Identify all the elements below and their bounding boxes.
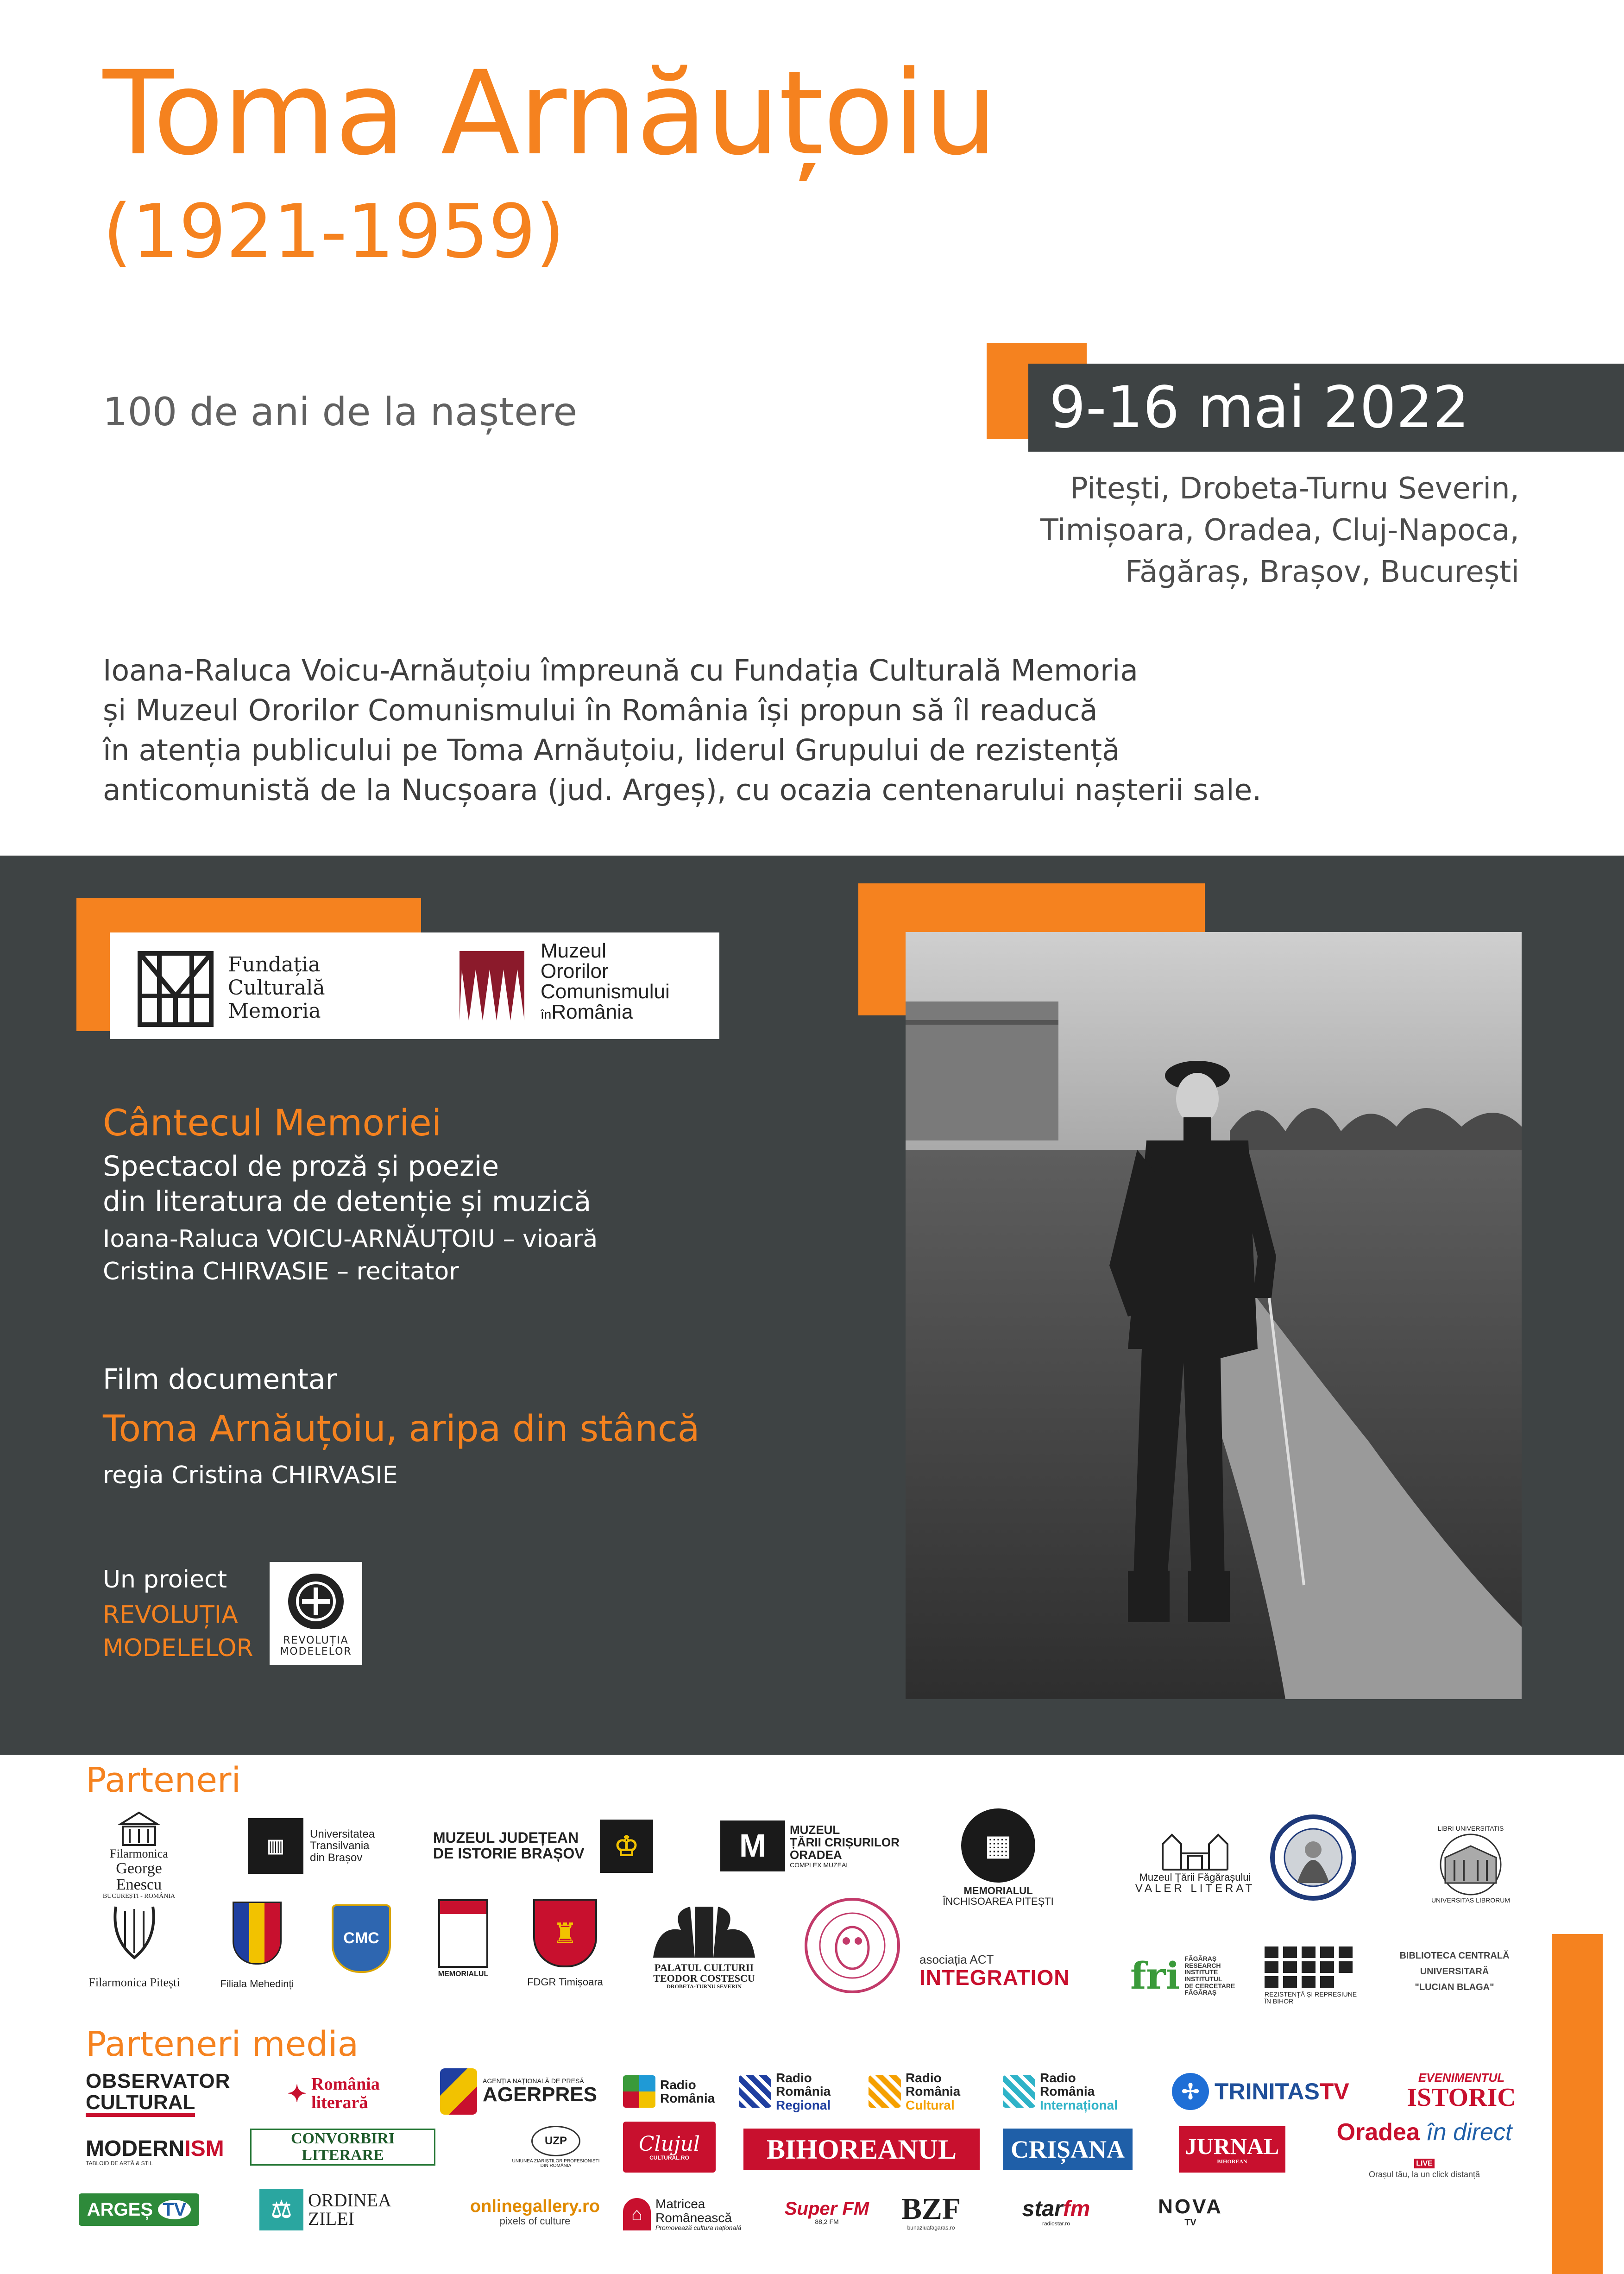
years: (1921-1959)	[103, 188, 565, 275]
trinitas-tv-logo	[1172, 2068, 1357, 2115]
radio-cultural-icon	[869, 2075, 901, 2108]
organizers-logo-box	[110, 932, 719, 1039]
university-seal-logo	[797, 1890, 908, 2001]
matricea-line: Promovează cultura națională	[655, 2224, 742, 2232]
memorialul-name: MEMORIALUL	[438, 1970, 489, 1978]
evenimentul-line: EVENIMENTUL	[1418, 2070, 1505, 2085]
show-line: Spectacol de proză și poezie	[103, 1150, 499, 1183]
memorialul-pitesti-line: MEMORIALUL	[963, 1884, 1033, 1896]
biblioteca-line: "LUCIAN BLAGA"	[1415, 1982, 1494, 1992]
portrait-photo-image	[906, 932, 1522, 1699]
unitbv-name	[310, 1828, 375, 1864]
biblioteca-line: BIBLIOTECA CENTRALĂ UNIVERSITARĂ	[1399, 1951, 1510, 1977]
onlinegallery-line: onlinegallery.ro	[470, 2196, 600, 2216]
show-credits	[103, 1223, 598, 1288]
superfm-line: 88,2 FM	[815, 2217, 839, 2225]
bzf-logo	[889, 2186, 973, 2237]
matricea-romaneasca-logo	[623, 2182, 762, 2247]
lyre-icon	[107, 1902, 162, 1962]
observator-line: CULTURAL	[86, 2092, 195, 2117]
radio-regional-line: România	[776, 2084, 831, 2099]
griffins-crest-icon	[644, 1897, 764, 1962]
radio-regional-line: Radio	[776, 2070, 812, 2085]
muzeul-crisurilor-line: MUZEUL	[790, 1822, 840, 1837]
onlinegallery-line: pixels of culture	[499, 2215, 571, 2227]
muzeul-line: Muzeul	[541, 939, 606, 962]
muzeul-fagarasului-line: Muzeul Țării Făgărașului	[1139, 1871, 1251, 1883]
show-title: Cântecul Memoriei	[103, 1102, 442, 1144]
castle-icon	[1158, 1826, 1232, 1872]
library-building-icon	[1424, 1832, 1517, 1897]
fagaras-research-institute-logo	[1130, 1936, 1260, 2015]
fri-line: DE CERCETARE	[1184, 1982, 1235, 1990]
show-lines	[103, 1149, 591, 1219]
oradea-line: Oradea	[1336, 2118, 1420, 2146]
revolutia-logo-line: MODELELOR	[280, 1646, 352, 1657]
clujul-line: CULTURAL.RO	[649, 2154, 689, 2161]
radio-regional-name	[776, 2071, 831, 2112]
filarmonica-pitesti-name: Filarmonica Pitești	[88, 1976, 180, 1990]
uzp-line: DIN ROMÂNIA	[540, 2163, 572, 2168]
radio-international-icon	[1003, 2075, 1035, 2108]
biblioteca-line: LIBRI UNIVERSITATIS	[1437, 1825, 1504, 1833]
fundatia-line: Culturală	[228, 976, 325, 1000]
muzeul-ororilor-logo-icon	[460, 951, 524, 1020]
project-name-line: REVOLUȚIA	[103, 1601, 238, 1629]
uzp-icon: UZP	[531, 2126, 580, 2156]
modernism-line: ISM	[184, 2136, 224, 2161]
fundatia-istorie-bihor-logo	[1267, 1811, 1360, 1904]
revolutia-logo-line: REVOLUȚIA	[283, 1635, 349, 1646]
cities-line: Făgăraș, Brașov, București	[1125, 555, 1519, 589]
radio-cultural-line: Radio	[906, 2070, 942, 2085]
superfm-line: Super FM	[784, 2198, 869, 2219]
unitbv-line: din Brașov	[310, 1851, 363, 1864]
nova-line: NOVA	[1158, 2195, 1223, 2218]
arges-tv-logo	[79, 2193, 199, 2226]
bihoreanul-logo: BIHOREANUL	[743, 2129, 980, 2170]
radio-romania-regional-logo	[739, 2061, 864, 2122]
filarmonica-enescu-line: George	[116, 1859, 162, 1877]
unitbv-line: Transilvania	[310, 1839, 370, 1852]
radio-cultural-line: Cultural	[906, 2098, 955, 2112]
film-credit: regia Cristina CHIRVASIE	[103, 1461, 398, 1489]
arges-tv-line: TV	[158, 2200, 191, 2219]
radio-romania-line: România	[660, 2091, 715, 2105]
rezistenta-line: REZISTENȚĂ ȘI REPRESIUNE	[1265, 1991, 1357, 1998]
memorialul-pitesti-logo	[943, 1807, 1054, 1909]
arges-tv-line: ARGEȘ	[87, 2199, 153, 2220]
muzeul-crisurilor-line: ORADEA	[790, 1848, 842, 1862]
romania-literara-logo	[259, 2071, 408, 2117]
show-line: din literatura de detenție și muzică	[103, 1185, 592, 1218]
oradea-line: în direct	[1426, 2118, 1512, 2146]
muzeul-brasov-line: MUZEUL JUDEȚEAN	[433, 1829, 579, 1846]
act-integration-line: asociația ACT	[919, 1953, 994, 1967]
fri-letters-icon: fri	[1130, 1954, 1180, 1997]
fri-line: FĂGĂRAȘ	[1184, 1989, 1217, 1997]
fri-line: INSTITUTUL	[1184, 1975, 1222, 1983]
agerpres-line: AGERPRES	[483, 2083, 597, 2106]
muzeul-fagarasului-logo	[1126, 1820, 1265, 1899]
convorbiri-literare-logo: CONVORBIRI LITERARE	[250, 2129, 435, 2166]
project-name-line: MODELELOR	[103, 1634, 253, 1662]
ordinea-line: ORDINEA	[308, 2190, 391, 2211]
revolutia-modelelor-logo	[270, 1562, 362, 1665]
radio-romania-name	[660, 2078, 715, 2105]
muzeul-crisurilor-line: ȚĂRII CRIȘURILOR	[790, 1835, 900, 1849]
side-accent-bar	[1552, 1934, 1603, 2274]
trinitas-cross-icon: ✢	[1172, 2073, 1209, 2110]
muzeul-line: Ororilor	[541, 960, 609, 983]
uzp-line: UNIUNEA ZIARIȘTILOR PROFESIONIȘTI	[512, 2158, 600, 2164]
fdgr-crest-icon: ♜	[533, 1899, 597, 1967]
saint-portrait-seal-icon	[1269, 1814, 1357, 1902]
radio-romania-line: Radio	[660, 2077, 696, 2092]
unitbv-icon: ▥	[248, 1818, 303, 1874]
muzeul-crisurilor-name	[790, 1824, 900, 1869]
fdgr-timisoara-logo	[521, 1895, 609, 1992]
matricea-line: Matricea	[655, 2197, 705, 2211]
filarmonica-enescu-line: Enescu	[116, 1876, 162, 1894]
radio-international-line: România	[1040, 2084, 1095, 2099]
owl-seal-icon	[801, 1895, 903, 1997]
palatul-culturii-line: TEODOR COSTESCU	[653, 1972, 755, 1984]
show-credit: Cristina CHIRVASIE – recitator	[103, 1258, 459, 1285]
radio-romania-logo	[623, 2066, 730, 2117]
radio-romania-international-logo	[1003, 2061, 1156, 2122]
evenimentul-istoric-logo	[1397, 2064, 1526, 2119]
revolutia-modelelor-icon	[286, 1571, 346, 1631]
starfm-line: star	[1022, 2196, 1063, 2221]
radio-cultural-name	[906, 2071, 960, 2112]
rezistenta-bihor-logo	[1265, 1939, 1366, 2013]
oradea-line: Orașul tău, la un click distanță	[1368, 2170, 1480, 2180]
filiala-mehedinti-logo	[220, 1895, 294, 1997]
clujul-line: Clujul	[638, 2132, 700, 2156]
oradea-in-direct-logo	[1325, 2119, 1524, 2180]
bzf-line: bunaziuafagaras.ro	[907, 2224, 955, 2231]
ordinea-zilei-name	[308, 2191, 391, 2228]
intro-line: în atenția publicului pe Toma Arnăuțoiu, liderul Grupului de rezistență	[103, 733, 1120, 767]
muzeul-brasov-name	[433, 1830, 600, 1861]
cities	[963, 468, 1519, 593]
agerpres-icon	[440, 2068, 477, 2115]
revolutia-logo-text	[270, 1635, 362, 1657]
fundatia-line: Memoria	[228, 999, 321, 1023]
fri-line: FĂGĂRAȘ	[1184, 1954, 1217, 1962]
modernism-logo	[86, 2126, 239, 2177]
muzeul-crisurilor-logo	[720, 1818, 915, 1874]
romania-literara-icon: ✦	[287, 2080, 307, 2107]
radio-romania-cultural-logo	[869, 2061, 989, 2122]
jurnal-line: JURNAL	[1185, 2133, 1279, 2160]
film-label: Film documentar	[103, 1363, 337, 1396]
palatul-culturii-logo	[630, 1888, 778, 1999]
muzeul-ororilor-name	[541, 941, 670, 1025]
cities-line: Pitești, Drobeta-Turnu Severin,	[1070, 472, 1519, 506]
matricea-line: Românească	[655, 2210, 732, 2225]
onlinegallery-logo	[459, 2186, 611, 2237]
unitbv-logo	[248, 1818, 387, 1874]
filiala-mehedinti-name: Filiala Mehedinți	[220, 1978, 294, 1990]
memorialul-pitesti-line: ÎNCHISOAREA PITEȘTI	[943, 1896, 1054, 1907]
page-title: Toma Arnăuțoiu	[103, 46, 997, 181]
romania-literara-line: România	[311, 2074, 380, 2094]
radio-international-line: Radio	[1040, 2070, 1076, 2085]
agerpres-logo	[440, 2064, 616, 2119]
radio-regional-icon	[739, 2075, 771, 2108]
event-date: 9-16 mai 2022	[1049, 374, 1470, 441]
matricea-icon: ⌂	[623, 2198, 651, 2230]
memorialul-pitesti-icon: ▦	[961, 1808, 1035, 1883]
fundatia-memoria-name	[228, 953, 325, 1023]
fri-name	[1184, 1955, 1235, 1996]
radio-romania-icon	[623, 2075, 655, 2108]
trinitas-line: TRINITAS	[1215, 2078, 1320, 2104]
memorialul-icon	[438, 1899, 488, 1968]
biblioteca-line: UNIVERSITAS LIBRORUM	[1431, 1896, 1511, 1904]
memorialul-logo	[433, 1892, 493, 1985]
nova-tv-logo	[1144, 2186, 1237, 2237]
rezistenta-line: ÎN BIHOR	[1265, 1997, 1294, 2005]
nova-line: TV	[1184, 2217, 1196, 2228]
evenimentul-line: ISTORIC	[1407, 2083, 1516, 2112]
muzeul-line: România	[551, 1001, 633, 1023]
media-partners-heading: Parteneri media	[86, 2024, 359, 2064]
project-name	[103, 1598, 253, 1665]
radio-international-name	[1040, 2071, 1118, 2112]
muzeul-brasov-line: DE ISTORIE BRAȘOV	[433, 1845, 585, 1862]
radio-cultural-line: România	[906, 2084, 961, 2099]
bzf-line: BZF	[901, 2192, 961, 2226]
trinitas-line: TV	[1319, 2078, 1349, 2104]
palatul-culturii-line: PALATUL CULTURII	[654, 1961, 754, 1973]
modernism-line: TABLOID DE ARTĂ & STIL	[86, 2160, 153, 2167]
subtitle: 100 de ani de la naștere	[103, 389, 578, 435]
ordinea-zilei-logo	[259, 2186, 431, 2233]
intro-line: anticomunistă de la Nucșoara (jud. Argeș), cu ocazia centenarului nașterii sale.	[103, 773, 1262, 807]
crisana-logo: CRIȘANA	[1003, 2129, 1133, 2170]
jurnal-line: BIHOREAN	[1217, 2158, 1247, 2165]
grid-blocks-icon	[1265, 1946, 1357, 1988]
super-fm-logo	[781, 2186, 873, 2237]
intro-text	[103, 651, 1446, 810]
filarmonica-enescu-line: BUCUREȘTI - ROMÂNIA	[102, 1892, 176, 1900]
observator-cultural-logo	[86, 2071, 239, 2117]
observator-line: OBSERVATOR	[86, 2069, 231, 2092]
matricea-name	[655, 2197, 741, 2231]
fundatia-line: Fundația	[228, 953, 321, 976]
act-integration-line: INTEGRATION	[919, 1965, 1070, 1990]
ordinea-line: ZILEI	[308, 2208, 354, 2229]
show-credit: Ioana-Raluca VOICU-ARNĂUȚOIU – vioară	[103, 1225, 598, 1253]
fri-line: RESEARCH	[1184, 1961, 1221, 1969]
afdp-shield-icon	[233, 1902, 282, 1965]
cmc-crest-icon: CMC	[332, 1904, 391, 1973]
biblioteca-lucian-blaga-logo	[1404, 1811, 1538, 1918]
crown-shield-icon: ♔	[600, 1820, 653, 1873]
filarmonica-building-icon	[118, 1810, 160, 1847]
muzeul-fagarasului-line: VALER LITERAT	[1135, 1882, 1255, 1895]
biblioteca-name	[1371, 1948, 1538, 1995]
radio-regional-line: Regional	[776, 2098, 831, 2112]
agerpres-line: AGENȚIA NAȚIONALĂ DE PRESĂ	[483, 2077, 584, 2085]
filarmonica-enescu-logo	[81, 1807, 197, 1904]
star-fm-logo	[1010, 2184, 1102, 2240]
jurnal-bihorean-logo	[1179, 2126, 1285, 2173]
portrait-photo	[906, 932, 1522, 1699]
muzeul-line: Comunismului	[541, 980, 670, 1003]
muzeul-crisurilor-icon: M	[720, 1820, 785, 1871]
scales-icon: ⚖	[259, 2189, 303, 2230]
fdgr-name: FDGR Timișoara	[527, 1976, 603, 1988]
cities-line: Timișoara, Oradea, Cluj-Napoca,	[1040, 513, 1519, 548]
unitbv-line: Universitatea	[310, 1828, 375, 1841]
muzeul-brasov-logo	[433, 1818, 660, 1874]
romania-literara-name	[311, 2075, 380, 2112]
uzp-logo	[500, 2117, 611, 2177]
cmc-logo	[324, 1899, 398, 1978]
project-label: Un proiect	[103, 1566, 227, 1594]
clujul-cultural-logo	[623, 2122, 716, 2173]
modernism-line: MODERN	[86, 2136, 185, 2161]
act-integration-logo	[919, 1943, 1095, 1999]
oradea-line: LIVE	[1414, 2159, 1435, 2168]
fundatia-memoria-logo-icon	[136, 950, 215, 1028]
starfm-line: fm	[1063, 2196, 1090, 2221]
intro-line: Ioana-Raluca Voicu-Arnăuțoiu împreună cu Fundația Culturală Memoria	[103, 654, 1138, 687]
partners-heading: Parteneri	[86, 1760, 241, 1800]
fri-line: INSTITUTE	[1184, 1968, 1218, 1976]
agerpres-name	[483, 2078, 597, 2106]
muzeul-crisurilor-line: COMPLEX MUZEAL	[790, 1861, 850, 1869]
filarmonica-enescu-line: Filarmonica	[110, 1847, 168, 1861]
muzeul-line: în	[541, 1007, 552, 1021]
filarmonica-pitesti-logo	[88, 1892, 181, 1997]
radio-international-line: Internațional	[1040, 2098, 1118, 2112]
intro-line: și Muzeul Ororilor Comunismului în România își propun să îl readucă	[103, 693, 1098, 727]
film-title: Toma Arnăuțoiu, aripa din stâncă	[103, 1408, 700, 1450]
starfm-line: radiostar.ro	[1042, 2220, 1070, 2227]
palatul-culturii-line: DROBETA-TURNU SEVERIN	[667, 1983, 742, 1990]
romania-literara-line: literară	[311, 2093, 368, 2112]
